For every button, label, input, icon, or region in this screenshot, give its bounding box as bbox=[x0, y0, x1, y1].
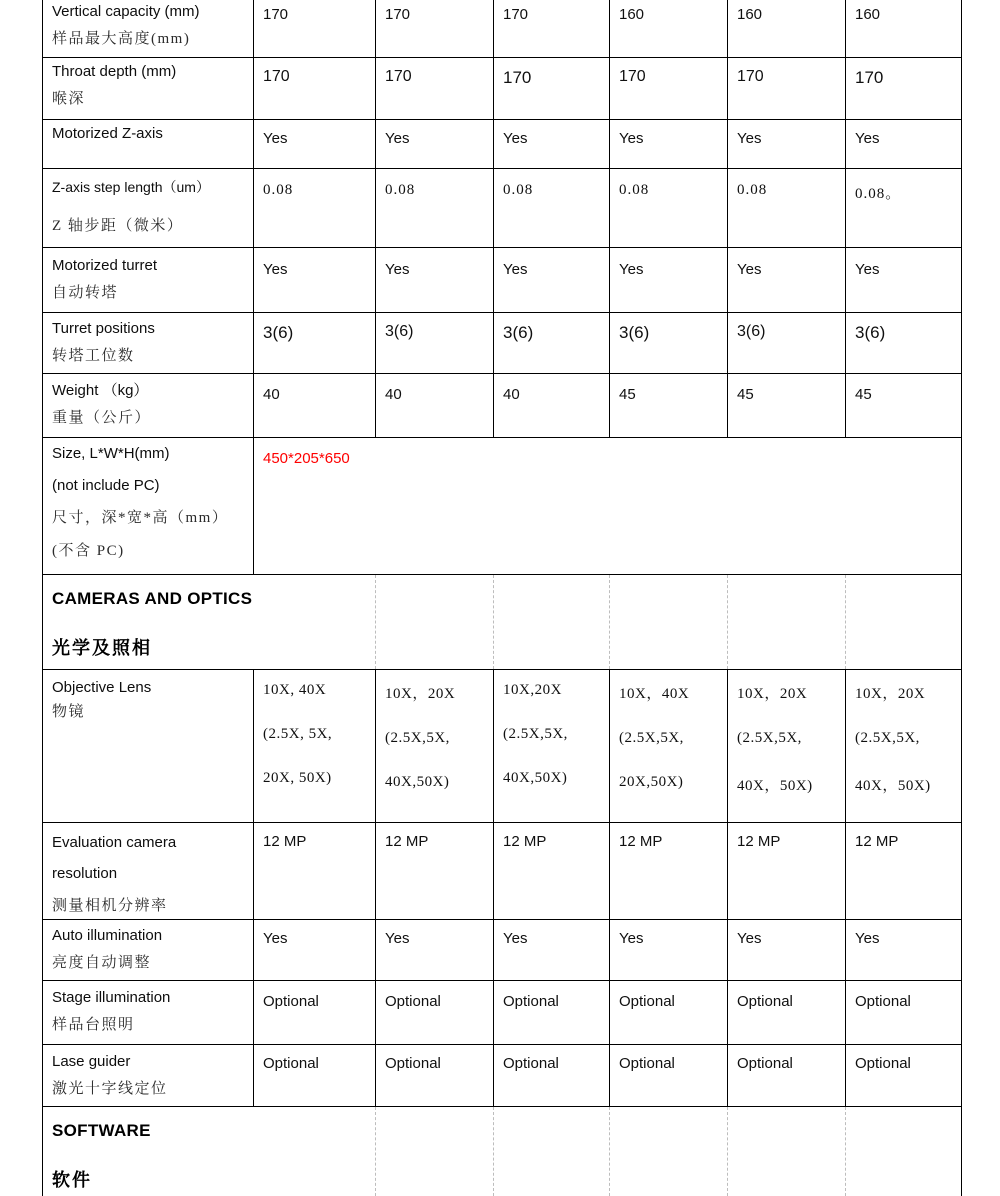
row-label-motorized-z-axis bbox=[43, 119, 254, 168]
table-row bbox=[43, 247, 962, 312]
spec-value: Yes bbox=[254, 919, 376, 980]
section-empty-cell bbox=[376, 574, 494, 669]
spec-value: 12 MP bbox=[376, 822, 494, 919]
table-row bbox=[43, 57, 962, 119]
spec-value: Yes bbox=[846, 919, 962, 980]
value-line: 10X, 40X bbox=[263, 681, 327, 698]
label-en: Size, L*W*H(mm) bbox=[52, 444, 170, 462]
label-en: Throat depth (mm) bbox=[52, 62, 177, 80]
label-en: Weight （kg） bbox=[52, 381, 149, 399]
spec-value: 0.08 bbox=[728, 168, 846, 247]
row-label-size bbox=[43, 437, 254, 574]
spec-value: Yes bbox=[610, 119, 728, 168]
spec-value: 3(6) bbox=[254, 312, 376, 373]
section-title-en: CAMERAS AND OPTICS bbox=[52, 588, 253, 608]
section-title-cell bbox=[43, 1106, 376, 1196]
label-en: Evaluation camera bbox=[52, 833, 177, 851]
section-empty-cell bbox=[846, 574, 962, 669]
spec-value: 0.08 bbox=[494, 168, 610, 247]
label-en: resolution bbox=[52, 864, 118, 882]
row-label-objective-lens bbox=[43, 669, 254, 822]
spec-value: 160 bbox=[728, 0, 846, 57]
label-zh: 转塔工位数 bbox=[52, 347, 135, 364]
spec-value: 12 MP bbox=[728, 822, 846, 919]
section-title-en: SOFTWARE bbox=[52, 1120, 151, 1140]
spec-value: Yes bbox=[494, 919, 610, 980]
spec-value-multiline bbox=[728, 669, 846, 822]
label-en: Vertical capacity (mm) bbox=[52, 3, 200, 20]
spec-value: Yes bbox=[494, 247, 610, 312]
label-en: Objective Lens bbox=[52, 678, 152, 696]
spec-value: 40 bbox=[494, 373, 610, 437]
section-title-zh: 软件 bbox=[52, 1169, 92, 1190]
value-line: 10X，20X bbox=[737, 685, 808, 702]
section-title-cell bbox=[43, 574, 376, 669]
row-label-auto-illumination bbox=[43, 919, 254, 980]
label-zh: 物镜 bbox=[52, 703, 86, 720]
spec-value: Optional bbox=[610, 1044, 728, 1106]
spec-value: 40 bbox=[376, 373, 494, 437]
section-header-row bbox=[43, 574, 962, 669]
spec-value: Yes bbox=[376, 247, 494, 312]
spec-value: Yes bbox=[254, 247, 376, 312]
value-line: 40X,50X) bbox=[503, 769, 568, 786]
spec-value-multiline bbox=[610, 669, 728, 822]
value-line: (2.5X,5X, bbox=[503, 725, 568, 742]
table-row bbox=[43, 119, 962, 168]
label-en: Z-axis step length（um） bbox=[52, 178, 210, 195]
value-line: (2.5X,5X, bbox=[385, 729, 450, 746]
section-empty-cell bbox=[728, 1106, 846, 1196]
spec-value: Optional bbox=[728, 980, 846, 1044]
spec-value: Optional bbox=[254, 1044, 376, 1106]
section-empty-cell bbox=[376, 1106, 494, 1196]
spec-value: 0.08 bbox=[610, 168, 728, 247]
label-zh: Z 轴步距（微米） bbox=[52, 217, 184, 234]
row-label-weight bbox=[43, 373, 254, 437]
spec-value: 3(6) bbox=[846, 312, 962, 373]
value-line: (2.5X, 5X, bbox=[263, 725, 333, 742]
row-label-stage-illumination bbox=[43, 980, 254, 1044]
spec-value: Yes bbox=[728, 119, 846, 168]
row-label-evaluation-camera bbox=[43, 822, 254, 919]
spec-value: 12 MP bbox=[254, 822, 376, 919]
value-line: 40X，50X) bbox=[855, 777, 931, 794]
spec-value: Optional bbox=[376, 1044, 494, 1106]
spec-value-multiline bbox=[254, 669, 376, 822]
value-line: (2.5X,5X, bbox=[619, 729, 684, 746]
label-en: Lase guider bbox=[52, 1052, 131, 1070]
spec-value: Optional bbox=[846, 1044, 962, 1106]
spec-value: 12 MP bbox=[494, 822, 610, 919]
label-zh: 重量（公斤） bbox=[52, 409, 152, 426]
spec-value: 170 bbox=[610, 57, 728, 119]
spec-value: 0.08 bbox=[254, 168, 376, 247]
table-row bbox=[43, 919, 962, 980]
label-zh: 样品最大高度(mm) bbox=[52, 31, 191, 47]
table-row bbox=[43, 0, 962, 57]
spec-value-multiline bbox=[494, 669, 610, 822]
spec-value: 170 bbox=[494, 57, 610, 119]
section-empty-cell bbox=[610, 1106, 728, 1196]
label-zh: 激光十字线定位 bbox=[52, 1080, 168, 1097]
value-line: 40X,50X) bbox=[385, 773, 450, 790]
label-zh: 亮度自动调整 bbox=[52, 954, 152, 971]
spec-value: Yes bbox=[610, 919, 728, 980]
spec-value: 170 bbox=[728, 57, 846, 119]
row-label-throat-depth bbox=[43, 57, 254, 119]
spec-value: Optional bbox=[494, 980, 610, 1044]
spec-value: 170 bbox=[254, 0, 376, 57]
spec-value: Optional bbox=[376, 980, 494, 1044]
spec-value: 12 MP bbox=[846, 822, 962, 919]
label-en: Turret positions bbox=[52, 319, 155, 337]
row-label-z-axis-step-length bbox=[43, 168, 254, 247]
spec-value: Optional bbox=[254, 980, 376, 1044]
value-line: 20X, 50X) bbox=[263, 769, 332, 786]
spec-value-size: 450*205*650 bbox=[254, 437, 962, 574]
label-zh: 测量相机分辨率 bbox=[52, 897, 168, 914]
spec-value: 160 bbox=[846, 0, 962, 57]
spec-value: Yes bbox=[728, 247, 846, 312]
table-row bbox=[43, 1044, 962, 1106]
spec-value: 3(6) bbox=[610, 312, 728, 373]
spec-value: 45 bbox=[846, 373, 962, 437]
value-line: 10X，40X bbox=[619, 685, 690, 702]
spec-value: Yes bbox=[728, 919, 846, 980]
table-row bbox=[43, 669, 962, 822]
row-label-turret-positions bbox=[43, 312, 254, 373]
label-en: Auto illumination bbox=[52, 926, 163, 944]
row-label-vertical-capacity bbox=[43, 0, 254, 57]
spec-value: Optional bbox=[846, 980, 962, 1044]
label-zh: (不含 PC) bbox=[52, 542, 125, 559]
section-empty-cell bbox=[846, 1106, 962, 1196]
table-row bbox=[43, 980, 962, 1044]
section-empty-cell bbox=[728, 574, 846, 669]
value-line: 10X，20X bbox=[385, 685, 456, 702]
spec-value: Optional bbox=[728, 1044, 846, 1106]
spec-value: Yes bbox=[254, 119, 376, 168]
section-empty-cell bbox=[494, 574, 610, 669]
spec-value: Optional bbox=[494, 1044, 610, 1106]
spec-value: Optional bbox=[610, 980, 728, 1044]
spec-value: 40 bbox=[254, 373, 376, 437]
spec-value: 3(6) bbox=[376, 312, 494, 373]
label-en: Motorized turret bbox=[52, 256, 158, 274]
spec-value: 3(6) bbox=[494, 312, 610, 373]
spec-value-multiline bbox=[376, 669, 494, 822]
value-line: (2.5X,5X, bbox=[737, 729, 802, 746]
table-row bbox=[43, 373, 962, 437]
spec-value: 3(6) bbox=[728, 312, 846, 373]
label-zh: 样品台照明 bbox=[52, 1016, 135, 1033]
label-zh: 喉深 bbox=[52, 90, 86, 107]
table-row bbox=[43, 312, 962, 373]
spec-value-multiline bbox=[846, 669, 962, 822]
spec-value: 0.08 bbox=[376, 168, 494, 247]
spec-value: 170 bbox=[846, 57, 962, 119]
spec-value: Yes bbox=[376, 119, 494, 168]
label-en: (not include PC) bbox=[52, 476, 160, 494]
spec-value: 12 MP bbox=[610, 822, 728, 919]
spec-value: 0.08。 bbox=[846, 168, 962, 247]
label-zh: 自动转塔 bbox=[52, 284, 119, 301]
label-en: Stage illumination bbox=[52, 988, 171, 1006]
spec-value: 170 bbox=[376, 0, 494, 57]
table-row bbox=[43, 822, 962, 919]
table-row bbox=[43, 168, 962, 247]
section-empty-cell bbox=[610, 574, 728, 669]
spec-value: 170 bbox=[254, 57, 376, 119]
spec-value: Yes bbox=[846, 119, 962, 168]
section-empty-cell bbox=[494, 1106, 610, 1196]
spec-value: 45 bbox=[610, 373, 728, 437]
spec-value: 45 bbox=[728, 373, 846, 437]
spec-value: Yes bbox=[610, 247, 728, 312]
spec-value: Yes bbox=[494, 119, 610, 168]
row-label-motorized-turret bbox=[43, 247, 254, 312]
table-row bbox=[43, 437, 962, 574]
value-line: 10X,20X bbox=[503, 681, 562, 698]
spec-value: 160 bbox=[610, 0, 728, 57]
spec-value: 170 bbox=[494, 0, 610, 57]
value-line: 10X，20X bbox=[855, 685, 926, 702]
section-header-row bbox=[43, 1106, 962, 1196]
label-zh: 尺寸，深*宽*高（mm） bbox=[52, 509, 229, 526]
row-label-lase-guider bbox=[43, 1044, 254, 1106]
value-line: 40X，50X) bbox=[737, 777, 813, 794]
section-title-zh: 光学及照相 bbox=[52, 637, 152, 658]
label-en: Motorized Z-axis bbox=[52, 124, 163, 142]
spec-table bbox=[42, 0, 962, 1196]
spec-value: Yes bbox=[376, 919, 494, 980]
spec-value: Yes bbox=[846, 247, 962, 312]
value-line: 20X,50X) bbox=[619, 773, 684, 790]
spec-value: 170 bbox=[376, 57, 494, 119]
value-line: (2.5X,5X, bbox=[855, 729, 920, 746]
